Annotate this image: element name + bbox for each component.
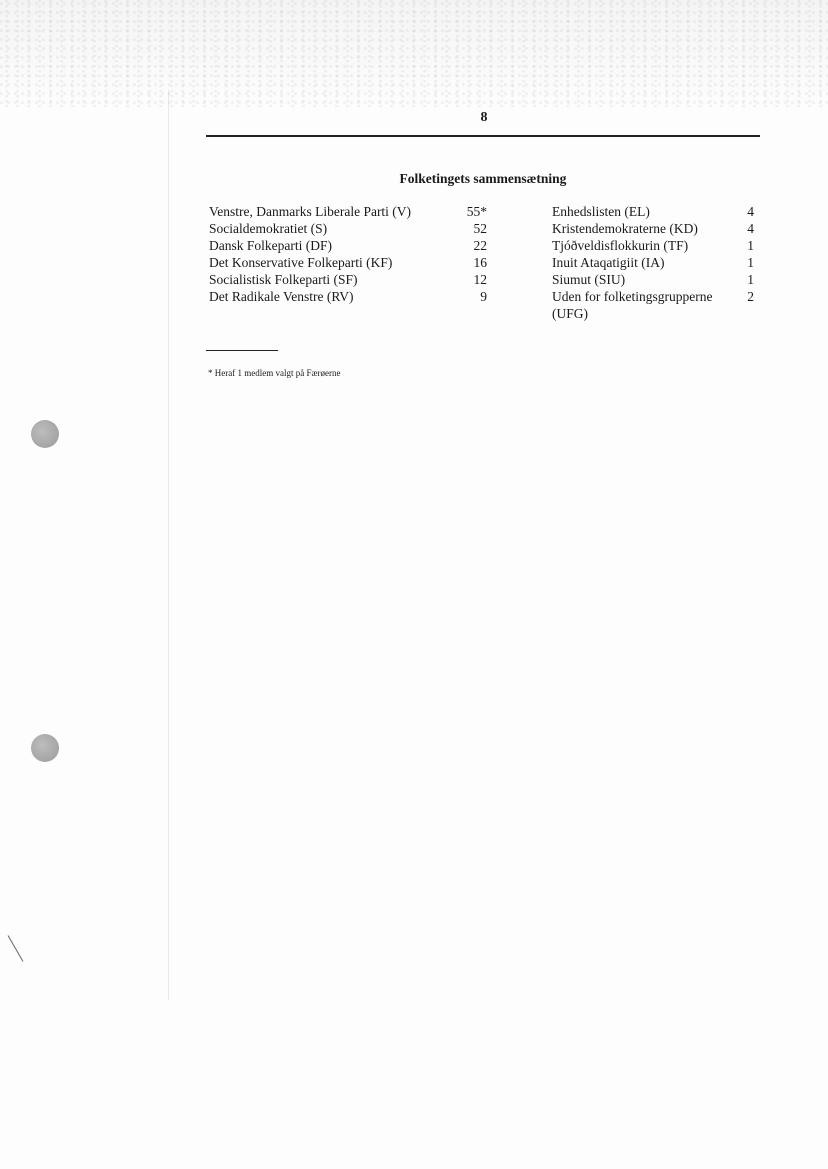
party-name: Venstre, Danmarks Liberale Parti (V) <box>209 204 412 219</box>
party-row <box>552 237 754 254</box>
seat-count: 16 <box>473 255 487 270</box>
seat-count: 1 <box>747 272 754 287</box>
party-list-left <box>209 203 487 305</box>
seat-count: 4 <box>747 204 754 219</box>
party-name: Socialistisk Folkeparti (SF) <box>209 272 358 287</box>
party-row <box>552 203 754 220</box>
party-row <box>209 203 487 220</box>
party-row <box>552 288 754 322</box>
party-row <box>209 271 487 288</box>
scan-scratch <box>8 935 24 961</box>
punch-hole-icon <box>31 734 59 762</box>
seat-count: 1 <box>747 238 754 253</box>
footnote-rule <box>206 350 278 351</box>
page-number: 8 <box>480 110 488 125</box>
header-rule <box>206 135 760 137</box>
party-row <box>552 220 754 237</box>
seat-count: 9 <box>480 289 487 304</box>
seat-count: 2 <box>747 289 754 304</box>
seat-count: 55* <box>466 204 487 219</box>
seat-count: 52 <box>473 221 487 236</box>
party-row <box>209 288 487 305</box>
party-row <box>209 254 487 271</box>
scan-margin-line <box>168 90 169 1000</box>
party-name: Kristendemokraterne (KD) <box>552 221 698 236</box>
party-name: Enhedslisten (EL) <box>552 204 650 219</box>
party-list-right <box>552 203 754 322</box>
party-name: Det Konservative Folkeparti (KF) <box>209 255 393 270</box>
party-row <box>209 237 487 254</box>
party-name: Siumut (SIU) <box>552 272 626 287</box>
party-row <box>552 254 754 271</box>
page-title: Folketingets sammensætning <box>399 171 567 186</box>
party-name: Det Radikale Venstre (RV) <box>209 289 354 304</box>
punch-hole-icon <box>31 420 59 448</box>
party-name: Tjóðveldisflokkurin (TF) <box>552 238 689 253</box>
party-name: Socialdemokratiet (S) <box>209 221 328 236</box>
party-name: Inuit Ataqatigiit (IA) <box>552 255 665 270</box>
party-name: Uden for folketingsgrupperne (UFG) <box>552 289 713 321</box>
seat-count: 22 <box>473 238 487 253</box>
seat-count: 12 <box>473 272 487 287</box>
party-row <box>552 271 754 288</box>
scan-noise <box>0 0 828 110</box>
footnote: * Heraf 1 medlem valgt på Færøerne <box>208 368 341 378</box>
party-name: Dansk Folkeparti (DF) <box>209 238 332 253</box>
seat-count: 4 <box>747 221 754 236</box>
party-row <box>209 220 487 237</box>
seat-count: 1 <box>747 255 754 270</box>
